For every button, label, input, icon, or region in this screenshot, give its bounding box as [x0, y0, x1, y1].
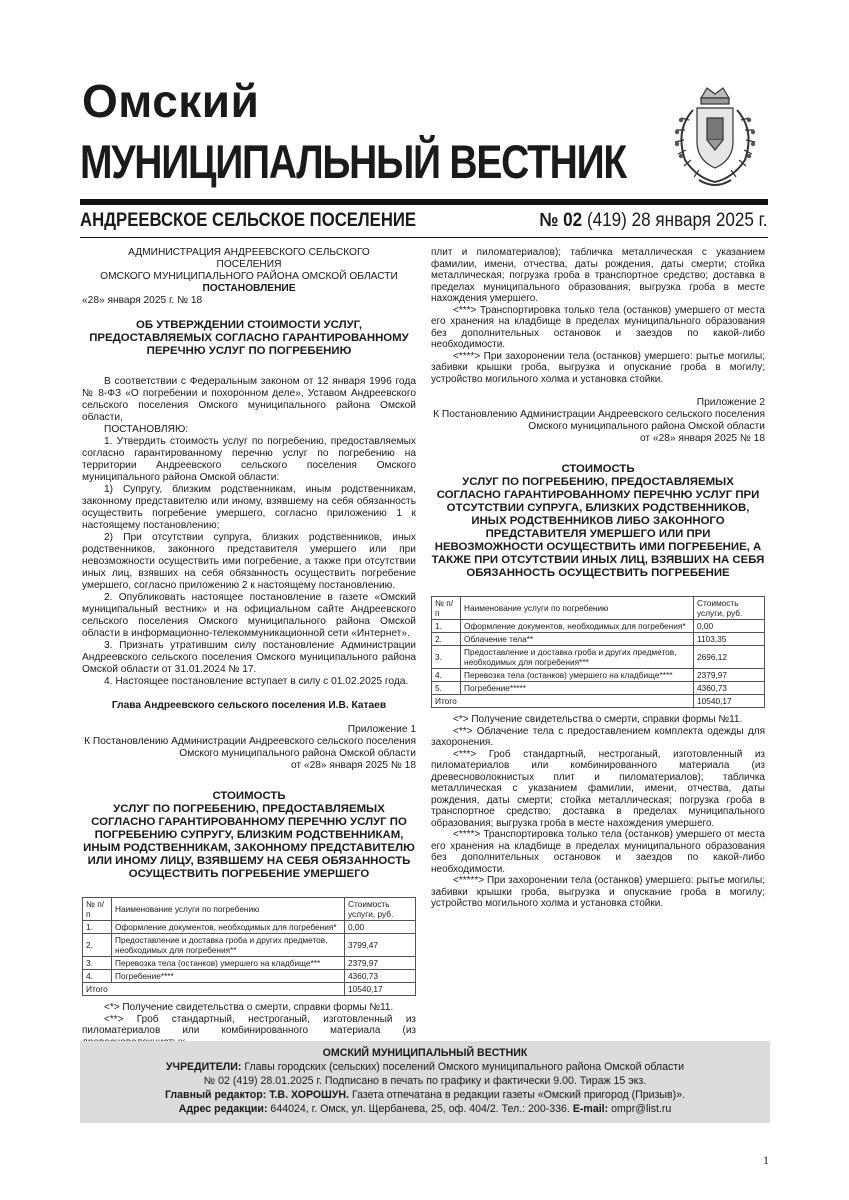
footnote-continued: плит и пиломатериалов); табличка металлическая с указанием фамилии, имени, отчества, даты рождения, даты смерти; стойка металлическая; погрузка гроба в транспортное средство; доставка в пределах муниципального образования; выгрузка гроба в месте нахождения умершего. — [431, 247, 765, 304]
services-table-2 — [431, 596, 765, 708]
footnote: <*> Получение свидетельства о смерти, справки формы №11. — [453, 714, 743, 725]
header-cell: № п/п — [432, 597, 461, 620]
total-label: Итого — [83, 983, 345, 996]
paragraph: 3. Признать утратившим силу постановление Администрации Андреевского сельского поселения Омского муниципального района Омской области от 31.01.2024 № 17. — [82, 640, 416, 675]
resolution-title: ОБ УТВЕРЖДЕНИИ СТОИМОСТИ УСЛУГ, ПРЕДОСТАВЛЯЕМЫХ СОГЛАСНО ГАРАНТИРОВАННОМУ ПЕРЕЧНЮ УСЛУГ ПО ПОГРЕБЕНИЮ — [89, 319, 409, 357]
table-cell: 4. — [83, 970, 112, 983]
paragraph: 2) При отсутствии супруга, близких родственников, иных родственников, законного представителя умершего или при невозможности осуществить ими погребение, а также при отсутствии иных лиц, взявших на себя обязанность осуществить погребение умершего, согласно приложению 2 к настоящему постановлению. — [82, 532, 416, 591]
table-cell: Оформление документов, необходимых для погребения* — [461, 620, 694, 633]
table-row — [432, 633, 765, 646]
table-row — [432, 669, 765, 682]
total-value: 10540,17 — [694, 695, 765, 708]
table-cell: 1. — [83, 921, 112, 934]
founders-label: УЧРЕДИТЕЛИ: — [165, 1061, 242, 1073]
footnote: <****> Транспортировка только тела (останков) умершего от места его хранения на кладбище в пределах муниципального образования без дополнительных остановок и заездов по какой-либо необходимости. — [431, 829, 765, 875]
issue-date: (419) 28 января 2025 г. — [587, 210, 768, 231]
table-cell: 3. — [432, 646, 461, 669]
email-link[interactable]: ompr@list.ru — [611, 1103, 672, 1115]
cost-title: УСЛУГ ПО ПОГРЕБЕНИЮ, ПРЕДОСТАВЛЯЕМЫХ СОГЛАСНО ГАРАНТИРОВАННОМУ ПЕРЕЧНЮ УСЛУГ ПО ПОГРЕБЕНИЮ СУПРУГУ, БЛИЗКИМ РОДСТВЕННИКАМ, ИНЫМ РОДСТВЕННИКАМ, ЗАКОННОМУ ПРЕДСТАВИТЕЛЮ ИЛИ ИНОМУ ЛИЦУ, ВЗЯВШЕМУ НА СЕБЯ ОБЯЗАННОСТЬ ОСУЩЕСТВИТЬ ПОГРЕБЕНИЕ УМЕРШЕГО — [83, 803, 415, 880]
footnote: <***> Гроб стандартный, нестроганый, изготовленный из пиломатериалов или комбинированного материала (из древесноволокнистых плит и пиломатериалов); табличка металлическая с указанием фамилии, имени, отчества, даты рождения, даты смерти; стойка металлическая; погрузка гроба в транспортное средство; доставка в пределах муниципального образования; выгрузка гроба в месте нахождения умершего. — [431, 748, 765, 829]
left-column — [82, 247, 416, 1048]
table-cell: Погребение***** — [461, 682, 694, 695]
coat-of-arms-icon — [663, 80, 767, 192]
table-header-row — [83, 898, 416, 921]
total-value: 10540,17 — [345, 983, 416, 996]
footnote: <***> Транспортировка только тела (останков) умершего от места его хранения на кладбище в пределах муниципального образования без дополнительных остановок и заездов по какой-либо необходимости. — [431, 304, 765, 350]
table-total-row — [432, 695, 765, 708]
cost-title: УСЛУГ ПО ПОГРЕБЕНИЮ, ПРЕДОСТАВЛЯЕМЫХ СОГЛАСНО ГАРАНТИРОВАННОМУ ПЕРЕЧНЮ УСЛУГ ПРИ ОТСУТСТВИИ СУПРУГА, БЛИЗКИХ РОДСТВЕННИКОВ, ИНЫХ РОДСТВЕННИКОВ ЛИБО ЗАКОННОГО ПРЕДСТАВИТЕЛЯ УМЕРШЕГО ИЛИ ПРИ НЕВОЗМОЖНОСТИ ОСУЩЕСТВИТЬ ИМИ ПОГРЕБЕНИЕ, А ТАКЖЕ ПРИ ОТСУТСТВИИ ИНЫХ ЛИЦ, ВЗЯВШИХ НА СЕБЯ ОБЯЗАННОСТЬ ОСУЩЕСТВИТЬ ПОГРЕБЕНИЕ — [431, 476, 765, 579]
table-cell: 1103,35 — [694, 633, 765, 646]
imprint-address — [80, 1102, 770, 1116]
founders-text: Главы городских (сельских) поселений Омского муниципального района Омской области — [244, 1061, 685, 1073]
editor-label: Главный редактор: Т.В. ХОРОШУН. — [164, 1089, 349, 1101]
table-row — [432, 682, 765, 695]
masthead-thin-rule — [80, 237, 768, 238]
cost-heading: СТОИМОСТЬ — [561, 463, 635, 475]
table-cell: 3799,47 — [345, 934, 416, 957]
issue-info — [540, 210, 768, 232]
table-cell: 3. — [83, 957, 112, 970]
imprint-box — [80, 1041, 770, 1123]
imprint-issue-line: № 02 (419) 28.01.2025 г. Подписано в печать по графику и фактически 9.00. Тираж 15 экз. — [203, 1075, 647, 1087]
table-cell: 2. — [83, 934, 112, 957]
footnote: <**> Облачение тела с предоставлением комплекта одежды для захоронения. — [431, 725, 765, 748]
paragraph: В соответствии с Федеральным законом от 12 января 1996 года № 8-ФЗ «О погребении и похоронном деле», Уставом Андреевского сельского поселения Омского муниципального района Омской области, — [82, 376, 416, 423]
header-cell: Наименование услуги по погребению — [112, 898, 345, 921]
issue-number: № 02 — [539, 210, 583, 231]
appendix-label: Приложение 2 — [696, 397, 765, 408]
email-label: E-mail: — [572, 1103, 609, 1115]
table-cell: 1. — [432, 620, 461, 633]
footnote: <****> При захоронении тела (останков) умершего: рытье могилы; забивки крышки гроба, выгрузка и опускание гроба в могилу; устройство могильного холма и установка стойки. — [431, 350, 765, 385]
paragraph: 2. Опубликовать настоящее постановление в газете «Омский муниципальный вестник» и на официальном сайте Андреевского сельского поселения Омского муниципального района Омской области в информационно-телекоммуникационной сети «Интернет». — [82, 592, 416, 639]
paragraph: 4. Настоящее постановление вступает в силу с 01.02.2025 года. — [104, 676, 409, 687]
services-table-1 — [82, 897, 416, 996]
appendix-reference-date: от «28» января 2025 № 18 — [290, 760, 416, 771]
table-cell: 0,00 — [694, 620, 765, 633]
right-column — [431, 247, 765, 910]
imprint-title: ОМСКИЙ МУНИЦИПАЛЬНЫЙ ВЕСТНИК — [322, 1047, 528, 1059]
address-text: 644024, г. Омск, ул. Щербанева, 25, оф. 404/2. Тел.: 200-336. — [270, 1103, 570, 1115]
table-cell: Облачение тела** — [461, 633, 694, 646]
editor-text: Газета отпечатана в редакции газеты «Омский пригород (Призыв)». — [351, 1089, 686, 1101]
table-row — [83, 934, 416, 957]
address-label: Адрес редакции: — [178, 1103, 268, 1115]
table-row — [83, 921, 416, 934]
footnote: <**> Гроб стандартный, нестроганый, изготовленный из пиломатериалов или комбинированного материала (из — [82, 1013, 416, 1036]
footnote: <*****> При захоронении тела (останков) умершего: рытье могилы; забивки крышки гроба, выгрузка и опускание гроба в могилу; устройство могильного холма и установка стойки. — [431, 875, 765, 909]
table-row — [432, 646, 765, 669]
footnote: <*> Получение свидетельства о смерти, справки формы №11. — [104, 1002, 394, 1013]
appendix-label: Приложение 1 — [347, 724, 416, 735]
paragraph: 1) Супругу, близким родственникам, иным родственникам, законному представителю или иному, взявшему на себя обязанность осуществить погребение умершего, согласно приложению 1 к настоящему постановлению; — [82, 484, 416, 531]
org-line: АДМИНИСТРАЦИЯ АНДРЕЕВСКОГО СЕЛЬСКОГО — [128, 247, 370, 258]
table-cell: 2696,12 — [694, 646, 765, 669]
header-cell: Стоимость услуги, руб. — [694, 597, 765, 620]
header-cell: Наименование услуги по погребению — [461, 597, 694, 620]
table-cell: 2379,97 — [694, 669, 765, 682]
paragraph: 1. Утвердить стоимость услуг по погребению, предоставляемых согласно гарантированному перечню услуг по погребению на территории Андреевского сельского поселения Омского муниципального района Омской области: — [82, 436, 416, 483]
appendix-reference: К Постановлению Администрации Андреевского сельского поселения Омского муниципального района Омской области — [433, 409, 765, 432]
appendix-reference-date: от «28» января 2025 № 18 — [639, 433, 765, 444]
header-cell: № п/п — [83, 898, 112, 921]
table-row — [432, 620, 765, 633]
page-number: 1 — [763, 1153, 769, 1167]
imprint-editor — [80, 1088, 770, 1102]
table-row — [83, 970, 416, 983]
newspaper-title-line1: Омский — [82, 75, 260, 127]
table-cell: 2379,97 — [345, 957, 416, 970]
org-line: ПОСЕЛЕНИЯ — [216, 259, 282, 270]
table-row — [83, 957, 416, 970]
table-cell: Оформление документов, необходимых для погребения* — [112, 921, 345, 934]
table-cell: 4360,73 — [694, 682, 765, 695]
document-date: «28» января 2025 г. № 18 — [82, 295, 203, 306]
table-cell: Предоставление и доставка гроба и других предметов, необходимых для погребения*** — [461, 646, 694, 669]
table-cell: 4360,73 — [345, 970, 416, 983]
org-line: ОМСКОГО МУНИЦИПАЛЬНОГО РАЙОНА ОМСКОЙ ОБЛАСТИ — [100, 271, 398, 282]
settlement-name: АНДРЕЕВСКОЕ СЕЛЬСКОЕ ПОСЕЛЕНИЕ — [80, 210, 417, 231]
table-cell: 0,00 — [345, 921, 416, 934]
newspaper-title-line2: МУНИЦИПАЛЬНЫЙ ВЕСТНИК — [80, 135, 626, 188]
table-cell: Предоставление и доставка гроба и других предметов, необходимых для погребения** — [112, 934, 345, 957]
header-cell: Стоимость услуги, руб. — [345, 898, 416, 921]
table-cell: Перевозка тела (останков) умершего на кладбище*** — [112, 957, 345, 970]
total-label: Итого — [432, 695, 694, 708]
masthead-rule — [80, 199, 768, 205]
imprint-founders — [80, 1060, 770, 1074]
table-cell: 5. — [432, 682, 461, 695]
signature: Глава Андреевского сельского поселения И.В. Катаев — [111, 700, 387, 711]
document-type: ПОСТАНОВЛЕНИЕ — [202, 283, 296, 294]
table-header-row — [432, 597, 765, 620]
table-total-row — [83, 983, 416, 996]
paragraph: ПОСТАНОВЛЯЮ: — [104, 424, 189, 435]
table-cell: 2. — [432, 633, 461, 646]
table-cell: 4. — [432, 669, 461, 682]
cost-heading: СТОИМОСТЬ — [212, 790, 286, 802]
table-cell: Погребение**** — [112, 970, 345, 983]
table-cell: Перевозка тела (останков) умершего на кладбище**** — [461, 669, 694, 682]
appendix-reference: К Постановлению Администрации Андреевского сельского поселения Омского муниципального района Омской области — [84, 736, 416, 759]
